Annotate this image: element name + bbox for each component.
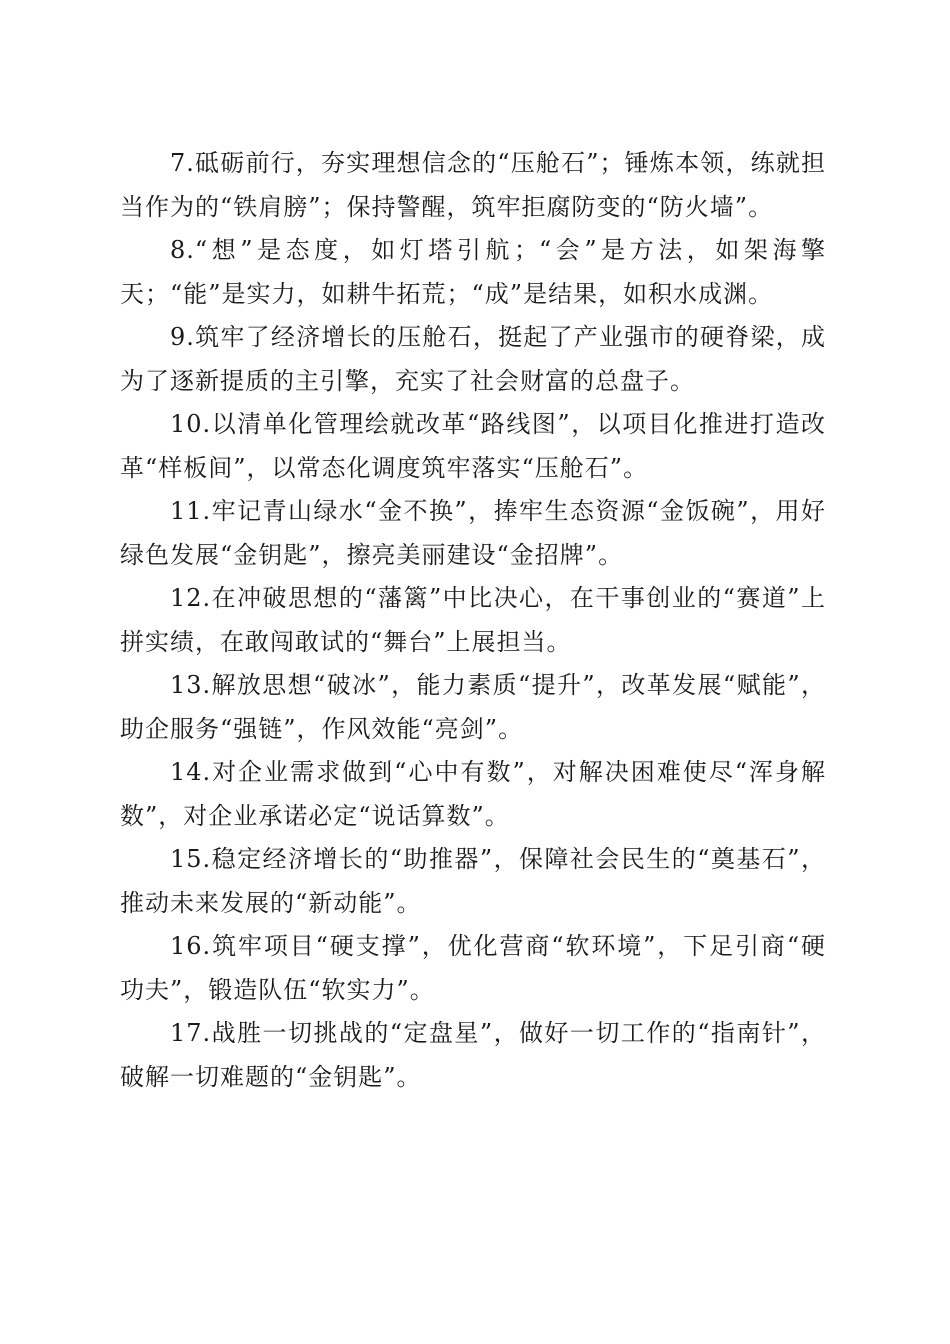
- paragraph-9: 9.筑牢了经济增长的压舱石，挺起了产业强市的硬脊梁，成为了逐新提质的主引擎，充实了社会财富的总盘子。: [120, 323, 826, 395]
- paragraph-10: 10.以清单化管理绘就改革“路线图”，以项目化推进打造改革“样板间”，以常态化调度筑牢落实“压舱石”。: [120, 410, 826, 482]
- paragraph-7: 7.砥砺前行，夯实理想信念的“压舱石”；锤炼本领，练就担当作为的“铁肩膀”；保持警醒，筑牢拒腐防变的“防火墙”。: [120, 149, 826, 221]
- paragraph-14: 14.对企业需求做到“心中有数”，对解决困难使尽“浑身解数”，对企业承诺必定“说话算数”。: [120, 758, 826, 830]
- document-body: [120, 142, 826, 1099]
- paragraph-12: 12.在冲破思想的“藩篱”中比决心，在干事创业的“赛道”上拼实绩，在敢闯敢试的“舞台”上展担当。: [120, 584, 826, 656]
- paragraph-16: 16.筑牢项目“硬支撑”，优化营商“软环境”，下足引商“硬功夫”，锻造队伍“软实力”。: [120, 932, 826, 1004]
- paragraph-17: 17.战胜一切挑战的“定盘星”，做好一切工作的“指南针”，破解一切难题的“金钥匙”。: [120, 1019, 826, 1091]
- paragraph-13: 13.解放思想“破冰”，能力素质“提升”，改革发展“赋能”，助企服务“强链”，作风效能“亮剑”。: [120, 671, 826, 743]
- paragraph-15: 15.稳定经济增长的“助推器”，保障社会民生的“奠基石”，推动未来发展的“新动能”。: [120, 845, 826, 917]
- paragraph-8: 8.“想”是态度，如灯塔引航；“会”是方法，如架海擎天；“能”是实力，如耕牛拓荒；“成”是结果，如积水成渊。: [120, 236, 826, 308]
- paragraph-11: 11.牢记青山绿水“金不换”，捧牢生态资源“金饭碗”，用好绿色发展“金钥匙”，擦亮美丽建设“金招牌”。: [120, 497, 826, 569]
